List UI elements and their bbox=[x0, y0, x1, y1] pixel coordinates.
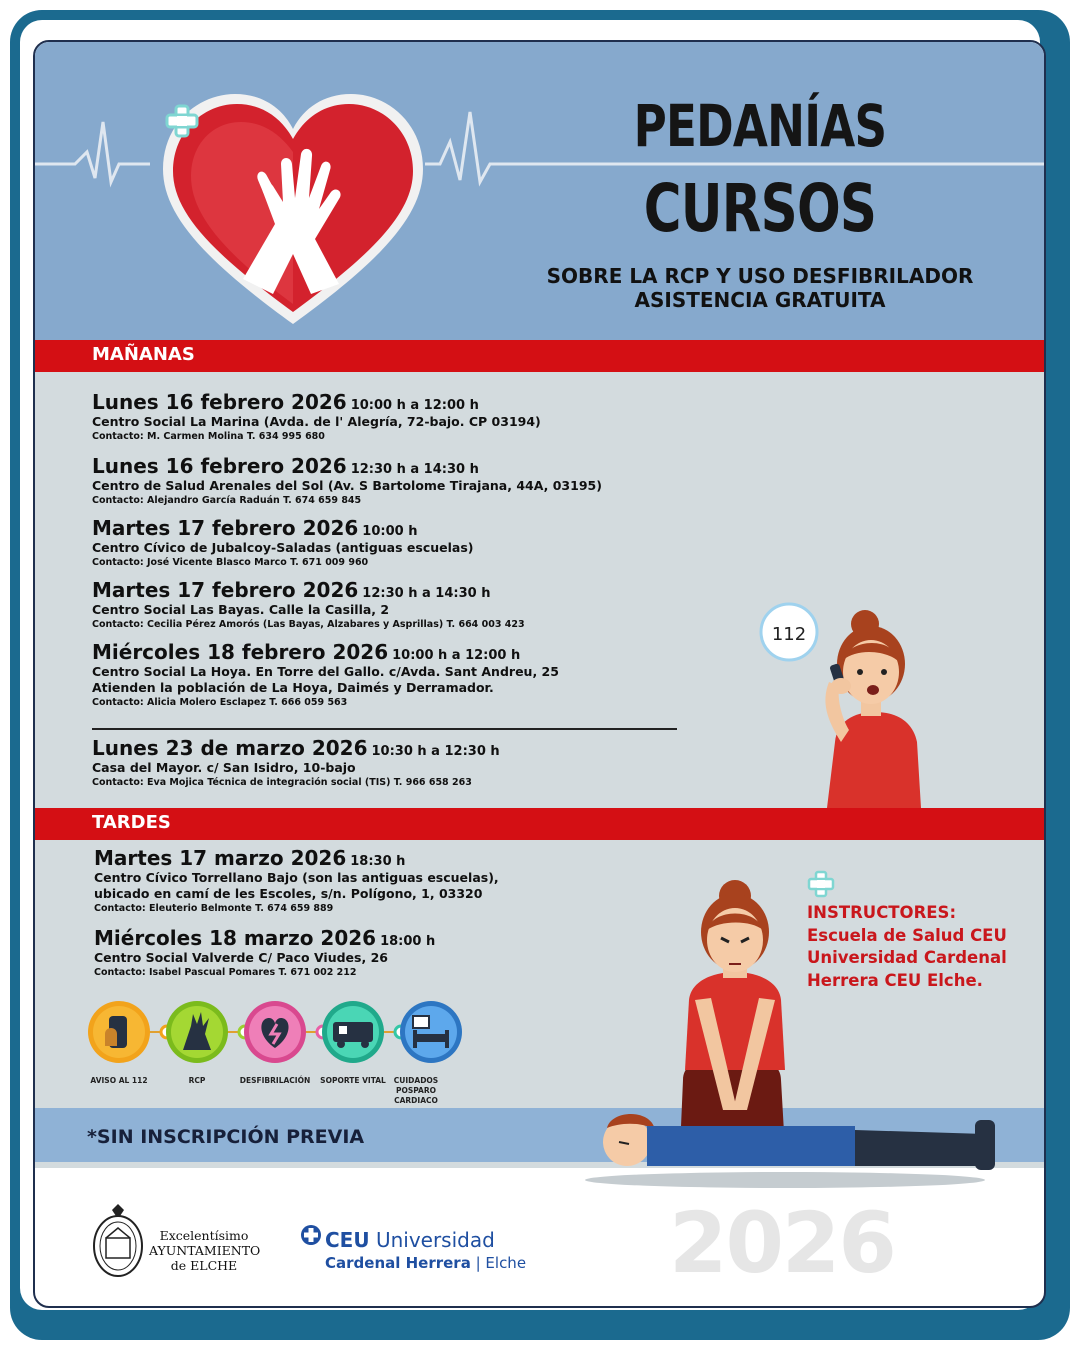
step-label: AVISO AL 112 bbox=[90, 1076, 148, 1085]
event-location: Casa del Mayor. c/ San Isidro, 10-bajo bbox=[92, 760, 356, 775]
afternoon-band bbox=[35, 808, 1044, 840]
event-location: Centro Social La Marina (Avda. de l' Alegría, 72-bajo. CP 03194) bbox=[92, 414, 541, 429]
phone-bubble-text: 112 bbox=[771, 624, 807, 645]
no-registration-note: *SIN INSCRIPCIÓN PREVIA bbox=[87, 1126, 365, 1148]
event-contact: Contacto: Isabel Pascual Pomares T. 671 002 212 bbox=[94, 967, 357, 978]
subtitle-rcp: SOBRE LA RCP Y USO DESFIBRILADOR bbox=[546, 264, 974, 288]
event-location: Centro Cívico de Jubalcoy-Saladas (antiguas escuelas) bbox=[92, 540, 474, 555]
steps-chain bbox=[87, 1000, 467, 1070]
ayuntamiento-text bbox=[149, 1228, 259, 1273]
event-contact: Contacto: Cecilia Pérez Amorós (Las Bayas, Alzabares y Asprillas) T. 664 003 423 bbox=[92, 619, 525, 630]
instructors-line: Universidad Cardenal bbox=[807, 948, 1007, 967]
event-location: Centro Cívico Torrellano Bajo (son las antiguas escuelas), bbox=[94, 870, 499, 885]
step-label: DESFIBRILACIÓN bbox=[239, 1076, 311, 1085]
event-time: 18:30 h bbox=[350, 854, 406, 869]
event-time: 10:00 h a 12:00 h bbox=[350, 398, 479, 413]
ceu-cross-icon bbox=[300, 1224, 322, 1246]
title-cursos: CURSOS bbox=[643, 170, 877, 247]
event-location-note: ubicado en camí de les Escoles, s/n. Polígono, 1, 03320 bbox=[94, 886, 483, 901]
morning-event bbox=[92, 640, 559, 709]
event-time: 12:30 h a 14:30 h bbox=[350, 462, 479, 477]
instructors-line: Escuela de Salud CEU bbox=[807, 925, 1007, 945]
subtitle-gratuita: ASISTENCIA GRATUITA bbox=[634, 288, 886, 312]
morning-event bbox=[92, 736, 500, 789]
event-date: Miércoles 18 febrero 2026 bbox=[92, 640, 389, 664]
ceu-rest: | Elche bbox=[470, 1254, 527, 1272]
ayuntamiento-elche-seal bbox=[90, 1202, 146, 1282]
medical-cross-icon bbox=[165, 104, 199, 138]
year-watermark: 2026 bbox=[669, 1194, 895, 1292]
morning-label: MAÑANAS bbox=[92, 344, 195, 365]
title-pedanias: PEDANÍAS bbox=[633, 92, 887, 160]
cpr-scene-illustration bbox=[555, 880, 1025, 1190]
ceu-bold: Cardenal Herrera bbox=[325, 1254, 471, 1272]
event-date: Martes 17 febrero 2026 bbox=[92, 578, 359, 602]
step-label: RCP bbox=[188, 1076, 206, 1085]
ceu-logo-line1 bbox=[325, 1228, 495, 1252]
event-contact: Contacto: Eva Mojica Técnica de integración social (TIS) T. 966 658 263 bbox=[92, 777, 472, 788]
instructors-heading: INSTRUCTORES: bbox=[807, 903, 957, 922]
morning-band bbox=[35, 340, 1044, 372]
event-time: 18:00 h bbox=[380, 934, 436, 949]
event-location-note: Atienden la población de La Hoya, Daimés y Derramador. bbox=[92, 680, 494, 695]
ayto-line: Excelentísimo bbox=[159, 1228, 249, 1243]
event-contact: Contacto: M. Carmen Molina T. 634 995 680 bbox=[92, 431, 325, 442]
event-contact: Contacto: Alejandro García Raduán T. 674 659 845 bbox=[92, 495, 362, 506]
event-date: Lunes 23 de marzo 2026 bbox=[92, 736, 368, 760]
event-date: Miércoles 18 marzo 2026 bbox=[94, 926, 377, 950]
afternoon-event bbox=[94, 846, 499, 915]
event-date: Martes 17 febrero 2026 bbox=[92, 516, 359, 540]
morning-event bbox=[92, 454, 602, 507]
afternoon-label: TARDES bbox=[92, 812, 171, 833]
event-location: Centro Social Valverde C/ Paco Viudes, 26 bbox=[94, 950, 388, 965]
event-contact: Contacto: Eleuterio Belmonte T. 674 659 889 bbox=[94, 903, 334, 914]
step-label: CUIDADOS POSPARO CARDIACO bbox=[393, 1076, 439, 1105]
morning-event bbox=[92, 516, 474, 569]
event-contact: Contacto: José Vicente Blasco Marco T. 671 009 960 bbox=[92, 557, 369, 568]
event-time: 10:30 h a 12:30 h bbox=[371, 744, 500, 759]
afternoon-event bbox=[94, 926, 435, 979]
event-date: Lunes 16 febrero 2026 bbox=[92, 390, 347, 414]
ayto-line: AYUNTAMIENTO bbox=[149, 1243, 261, 1258]
event-location: Centro de Salud Arenales del Sol (Av. S Bartolome Tirajana, 44A, 03195) bbox=[92, 478, 602, 493]
event-time: 10:00 h bbox=[362, 524, 418, 539]
event-location: Centro Social La Hoya. En Torre del Gallo. c/Avda. Sant Andreu, 25 bbox=[92, 664, 559, 679]
heart-hands-icon bbox=[163, 94, 423, 334]
ceu-rest: Universidad bbox=[369, 1228, 495, 1252]
event-date: Martes 17 marzo 2026 bbox=[94, 846, 347, 870]
instructors-line: Herrera CEU Elche. bbox=[807, 970, 983, 990]
poster bbox=[33, 40, 1046, 1308]
event-date: Lunes 16 febrero 2026 bbox=[92, 454, 347, 478]
morning-event bbox=[92, 390, 541, 443]
event-contact: Contacto: Alicia Molero Esclapez T. 666 059 563 bbox=[92, 697, 348, 708]
step-label: SOPORTE VITAL bbox=[320, 1076, 386, 1085]
event-time: 12:30 h a 14:30 h bbox=[362, 586, 491, 601]
woman-calling-illustration bbox=[757, 602, 927, 808]
ayto-line: de ELCHE bbox=[170, 1258, 238, 1273]
ceu-bold: CEU bbox=[325, 1228, 370, 1252]
morning-event bbox=[92, 578, 525, 631]
divider bbox=[92, 728, 677, 730]
ceu-logo-line2 bbox=[325, 1254, 526, 1272]
event-time: 10:00 h a 12:00 h bbox=[392, 648, 521, 663]
event-location: Centro Social Las Bayas. Calle la Casilla, 2 bbox=[92, 602, 390, 617]
